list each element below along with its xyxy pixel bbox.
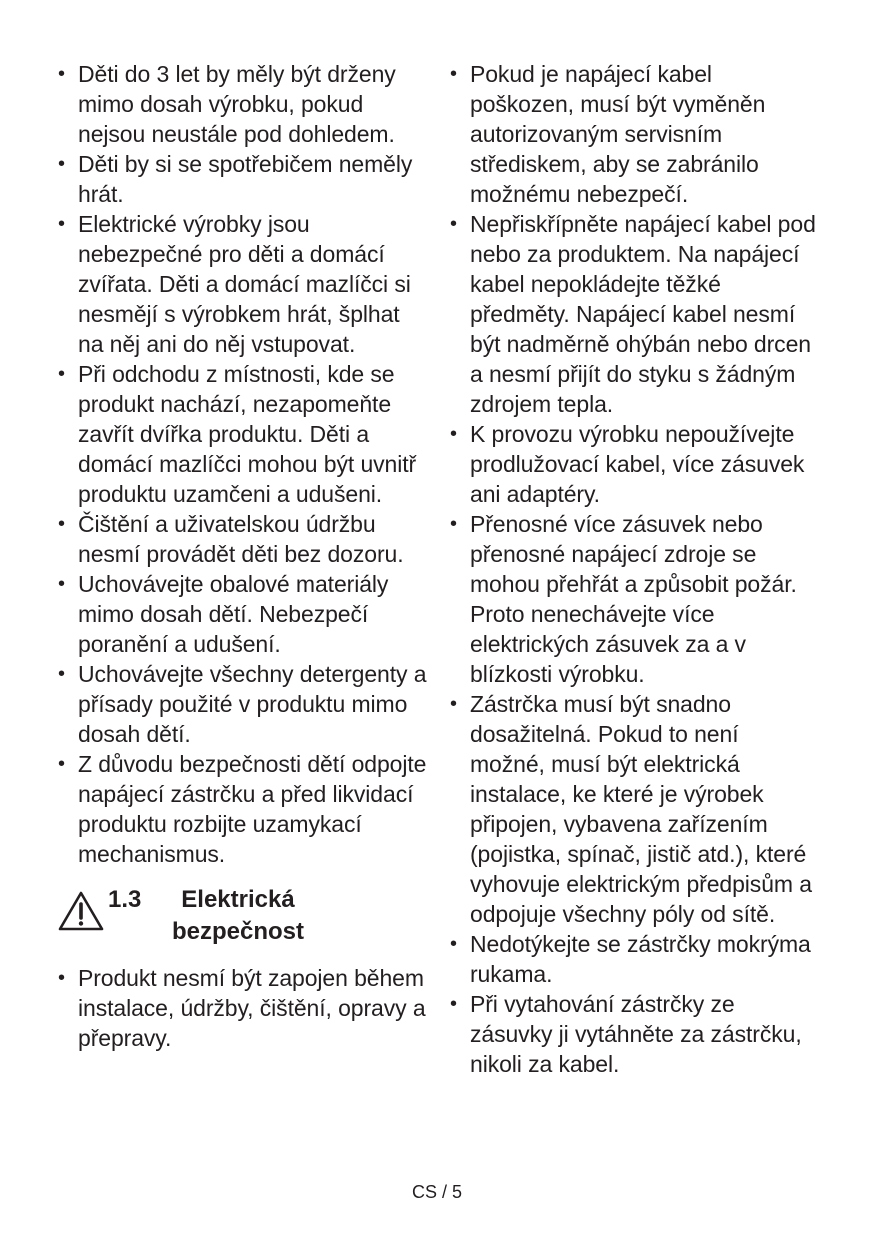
- list-item: • Elektrické výrobky jsou nebezpečné pro děti a domácí zvířata. Děti a domácí mazlíčci si nesmějí s výrobkem hrát, šplhat na něj ani do něj vstupovat.: [56, 209, 428, 359]
- list-item: • Nedotýkejte se zástrčky mokrýma rukama.: [448, 929, 818, 989]
- list-item: • Zástrčka musí být snadno dosažitelná. Pokud to není možné, musí být elektrická instalace, ke které je výrobek připojen, vybavena zařízením (pojistka, spínač, jistič atd.), které vyhovuje elektrickým předpisům a odpojuje všechny póly od sítě.: [448, 689, 818, 929]
- warning-triangle-icon: [58, 890, 104, 932]
- list-item: • Z důvodu bezpečnosti dětí odpojte napájecí zástrčku a před likvidací produktu rozbijte uzamykací mechanismus.: [56, 749, 428, 869]
- list-item: • Děti by si se spotřebičem neměly hrát.: [56, 149, 428, 209]
- bullet-list-top: [56, 59, 428, 869]
- section-title: Elektrická bezpečnost: [171, 886, 305, 945]
- list-item: • Děti do 3 let by měly být drženy mimo dosah výrobku, pokud nejsou neustále pod dohledem.: [56, 59, 428, 149]
- bullet-list-bottom: [56, 963, 428, 1053]
- section-number: 1.3: [108, 886, 142, 913]
- list-item: • Při odchodu z místnosti, kde se produkt nachází, nezapomeňte zavřít dvířka produktu. Děti a domácí mazlíčci mohou být uvnitř produktu uzamčeni a udušeni.: [56, 359, 428, 509]
- list-item: • Nepřiskřípněte napájecí kabel pod nebo za produktem. Na napájecí kabel nepokládejte těžké předměty. Napájecí kabel nesmí být nadměrně ohýbán nebo drcen a nesmí přijít do styku s žádným zdrojem tepla.: [448, 209, 818, 419]
- section-heading: [56, 884, 428, 950]
- list-item: • Produkt nesmí být zapojen během instalace, údržby, čištění, opravy a přepravy.: [56, 963, 428, 1053]
- list-item: • Přenosné více zásuvek nebo přenosné napájecí zdroje se mohou přehřát a způsobit požár. Proto nenechávejte více elektrických zásuvek za a v blízkosti výrobku.: [448, 509, 818, 689]
- page-number: CS / 5: [411, 1182, 463, 1202]
- list-item: • Při vytahování zástrčky ze zásuvky ji vytáhněte za zástrčku, nikoli za kabel.: [448, 989, 818, 1079]
- list-item: • K provozu výrobku nepoužívejte prodlužovací kabel, více zásuvek ani adaptéry.: [448, 419, 818, 509]
- bullet-list-right: [448, 59, 818, 1079]
- list-item: • Čištění a uživatelskou údržbu nesmí provádět děti bez dozoru.: [56, 509, 428, 569]
- right-column: [448, 59, 818, 1079]
- list-item: • Pokud je napájecí kabel poškozen, musí být vyměněn autorizovaným servisním střediskem, aby se zabránilo možnému nebezpečí.: [448, 59, 818, 209]
- list-item: • Uchovávejte obalové materiály mimo dosah dětí. Nebezpečí poranění a udušení.: [56, 569, 428, 659]
- list-item: • Uchovávejte všechny detergenty a přísady použité v produktu mimo dosah dětí.: [56, 659, 428, 749]
- left-column: [56, 59, 428, 1053]
